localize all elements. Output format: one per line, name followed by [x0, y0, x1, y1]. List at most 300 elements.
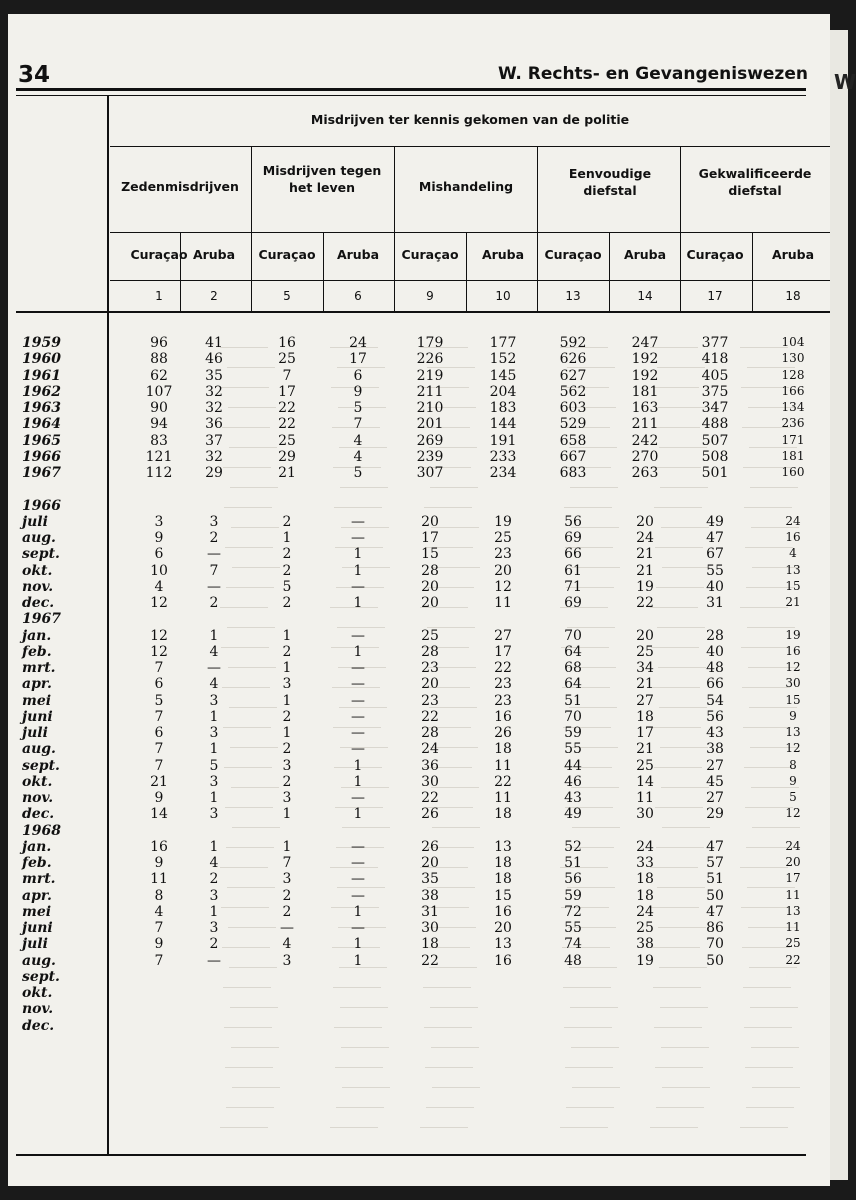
row-label: sept. — [22, 546, 60, 563]
table-cell: 19 — [785, 627, 801, 642]
table-cell: 7 — [154, 920, 164, 936]
bleed-through-mark — [743, 987, 791, 994]
table-cell: 29 — [706, 806, 724, 823]
subheader-2: Aruba — [192, 247, 236, 262]
table-cell: 1 — [353, 595, 363, 611]
table-cell: 56 — [564, 513, 582, 530]
table-cell: 24 — [785, 513, 801, 528]
table-cell: 1 — [282, 660, 292, 676]
table-cell: 35 — [421, 871, 439, 888]
table-cell: 4 — [209, 855, 219, 871]
table-cell: 17 — [494, 643, 512, 660]
table-cell: 1 — [209, 838, 219, 855]
row-label: nov. — [22, 578, 54, 595]
table-cell: 201 — [416, 416, 444, 433]
table-cell: 7 — [154, 660, 164, 676]
table-cell: 23 — [494, 676, 512, 693]
table-cell: 57 — [706, 855, 724, 871]
bleed-through-mark — [425, 1067, 473, 1074]
bleed-through-mark — [340, 1007, 388, 1014]
title-rule — [110, 146, 830, 147]
table-cell: 90 — [150, 400, 168, 416]
table-cell: 30 — [421, 920, 439, 936]
table-cell: 29 — [205, 465, 223, 481]
table-cell: 6 — [154, 725, 164, 741]
subheader-7: Curaçao — [544, 247, 602, 262]
table-cell: 30 — [421, 773, 439, 790]
table-cell: 263 — [631, 465, 659, 481]
table-cell: 9 — [789, 708, 797, 723]
table-cell: 15 — [785, 692, 801, 707]
table-cell: 2 — [282, 903, 292, 920]
page-number: 34 — [18, 62, 51, 88]
row-label: sept. — [22, 968, 60, 985]
table-cell: 192 — [631, 367, 659, 384]
bleed-through-mark — [333, 987, 381, 994]
row-label: 1965 — [22, 432, 61, 449]
table-cell: 1 — [353, 903, 363, 920]
table-cell: 48 — [564, 952, 582, 969]
table-cell: 13 — [785, 725, 801, 739]
table-cell: 23 — [494, 692, 512, 709]
row-label: aug. — [22, 741, 56, 758]
table-cell: — — [351, 855, 365, 871]
table-cell: 501 — [701, 465, 729, 481]
table-cell: 3 — [209, 773, 219, 790]
sub-rule — [110, 280, 830, 281]
table-cell: 62 — [150, 367, 168, 384]
table-cell: 32 — [205, 400, 223, 416]
group-rule — [110, 232, 830, 233]
header-bottom-rule — [16, 311, 830, 313]
bleed-through-mark — [426, 1107, 474, 1114]
table-cell: 181 — [781, 448, 805, 463]
row-label: apr. — [22, 676, 52, 693]
table-cell: 66 — [564, 546, 582, 563]
row-label: feb. — [22, 855, 52, 871]
table-cell: 1 — [353, 562, 363, 579]
table-cell: 7 — [154, 757, 164, 774]
bleed-through-mark — [752, 827, 800, 834]
bleed-through-mark — [752, 1087, 800, 1094]
table-cell: 160 — [781, 465, 805, 479]
table-cell: 130 — [781, 351, 805, 366]
table-cell: 4 — [353, 448, 363, 465]
table-cell: 35 — [205, 367, 223, 384]
table-cell: 592 — [559, 335, 587, 351]
table-cell: 9 — [154, 790, 164, 806]
table-cell: 4 — [789, 546, 797, 561]
table-cell: — — [351, 676, 365, 693]
table-cell: 5 — [353, 400, 363, 416]
table-cell: 1 — [282, 725, 292, 741]
bleed-through-mark — [430, 487, 478, 494]
table-cell: 74 — [564, 936, 582, 953]
row-label: okt. — [22, 985, 53, 1001]
table-cell: 192 — [631, 351, 659, 368]
bleed-through-mark — [570, 1007, 618, 1014]
table-cell: 13 — [494, 838, 512, 855]
table-cell: 25 — [494, 530, 512, 546]
table-cell: 6 — [154, 676, 164, 693]
table-cell: 69 — [564, 530, 582, 546]
table-cell: 43 — [706, 725, 724, 741]
table-cell: 88 — [150, 351, 168, 368]
table-cell: 4 — [209, 643, 219, 660]
row-label: mei — [22, 903, 52, 920]
table-cell: 2 — [282, 562, 292, 579]
table-cell: 104 — [781, 335, 805, 349]
bleed-through-mark — [654, 1027, 702, 1034]
row-label: nov. — [22, 790, 54, 806]
table-cell: 4 — [154, 903, 164, 920]
bleed-through-mark — [432, 1087, 480, 1094]
table-cell: 5 — [282, 578, 292, 595]
bleed-through-mark — [342, 1087, 390, 1094]
table-cell: 64 — [564, 676, 582, 693]
table-cell: 667 — [559, 448, 587, 465]
table-cell: 121 — [145, 448, 173, 465]
table-cell: 21 — [636, 562, 654, 579]
table-cell: 28 — [421, 725, 439, 741]
table-cell: 24 — [636, 903, 654, 920]
table-cell: 46 — [564, 773, 582, 790]
table-cell: 2 — [282, 595, 292, 611]
table-cell: 226 — [416, 351, 444, 368]
table-cell: 1 — [353, 757, 363, 774]
table-cell: 269 — [416, 432, 444, 449]
bleed-through-mark — [744, 1027, 792, 1034]
group-divider — [394, 146, 395, 311]
bleed-through-mark — [564, 1027, 612, 1034]
table-cell: 5 — [789, 790, 797, 804]
column-number-10: 18 — [785, 289, 801, 303]
table-cell: 70 — [706, 936, 724, 953]
bleed-through-mark — [662, 827, 710, 834]
running-head: W. Rechts- en Gevangeniswezen — [498, 64, 808, 84]
table-cell: 529 — [559, 416, 587, 433]
table-cell: 18 — [494, 855, 512, 871]
group-divider — [680, 146, 681, 311]
bleed-through-mark — [572, 827, 620, 834]
table-cell: — — [351, 692, 365, 709]
sub-divider — [466, 232, 467, 311]
table-cell: 9 — [154, 855, 164, 871]
table-cell: 45 — [706, 773, 724, 790]
table-cell: 4 — [209, 676, 219, 693]
table-cell: 1 — [282, 530, 292, 546]
table-cell: 26 — [421, 838, 439, 855]
table-cell: 83 — [150, 432, 168, 449]
table-cell: 627 — [559, 367, 587, 384]
table-cell: 51 — [706, 871, 724, 888]
row-label: 1967 — [22, 611, 61, 628]
table-cell: 11 — [494, 595, 512, 611]
column-number-6: 10 — [495, 289, 511, 303]
table-cell: 20 — [494, 562, 512, 579]
table-cell: 18 — [494, 871, 512, 888]
table-cell: 20 — [421, 513, 439, 530]
table-cell: 25 — [421, 627, 439, 644]
table-cell: 191 — [489, 432, 517, 449]
table-cell: 47 — [706, 903, 724, 920]
table-cell: 1 — [282, 806, 292, 823]
row-label: dec. — [22, 1017, 55, 1034]
table-cell: 1 — [353, 773, 363, 790]
table-cell: 21 — [636, 546, 654, 563]
table-cell: 36 — [421, 757, 439, 774]
table-cell: 9 — [154, 936, 164, 953]
row-label: 1961 — [22, 367, 61, 384]
table-cell: 30 — [785, 676, 801, 691]
bleed-through-mark — [749, 967, 797, 974]
bleed-through-mark — [231, 1047, 279, 1054]
table-cell: 22 — [494, 660, 512, 676]
table-cell: 14 — [636, 773, 654, 790]
table-cell: 27 — [706, 757, 724, 774]
table-cell: 27 — [494, 627, 512, 644]
table-cell: 2 — [282, 513, 292, 530]
table-cell: — — [351, 871, 365, 888]
row-label: mei — [22, 692, 52, 709]
table-cell: 20 — [421, 676, 439, 693]
table-cell: 2 — [209, 595, 219, 611]
bleed-through-mark — [740, 1127, 788, 1134]
table-cell: 144 — [489, 416, 517, 433]
bleed-through-mark — [230, 1007, 278, 1014]
table-cell: 59 — [564, 725, 582, 741]
row-label: 1964 — [22, 416, 61, 433]
table-cell: 17 — [421, 530, 439, 546]
group-header-leven: Misdrijven tegen het leven — [262, 163, 382, 195]
table-cell: 347 — [701, 400, 729, 416]
table-cell: 50 — [706, 952, 724, 969]
bleed-through-mark — [420, 1127, 468, 1134]
table-cell: 16 — [278, 335, 296, 351]
table-cell: 17 — [785, 871, 801, 886]
table-cell: 59 — [564, 887, 582, 904]
top-rule — [16, 88, 806, 91]
table-cell: 22 — [636, 595, 654, 611]
table-cell: 16 — [150, 838, 168, 855]
table-cell: 16 — [494, 952, 512, 969]
table-cell: 15 — [494, 887, 512, 904]
table-cell: 17 — [636, 725, 654, 741]
table-cell: 19 — [494, 513, 512, 530]
table-cell: 488 — [701, 416, 729, 433]
table-cell: 10 — [150, 562, 168, 579]
table-cell: 179 — [416, 335, 444, 351]
table-cell: 1 — [209, 708, 219, 725]
subheader-3: Curaçao — [258, 247, 316, 262]
top-rule-thin — [16, 95, 806, 96]
bleed-through-mark — [650, 1127, 698, 1134]
table-cell: 134 — [781, 400, 805, 414]
table-cell: 37 — [205, 432, 223, 449]
table-cell: — — [351, 725, 365, 741]
bleed-through-mark — [566, 1107, 614, 1114]
subheader-9: Curaçao — [686, 247, 744, 262]
group-header-eenvoudige: Eenvoudige diefstal — [568, 166, 652, 198]
bleed-through-mark — [655, 1067, 703, 1074]
row-label: juli — [22, 725, 48, 741]
bleed-through-mark — [570, 487, 618, 494]
table-cell: 25 — [278, 351, 296, 368]
table-cell: 15 — [421, 546, 439, 563]
bleed-through-mark — [750, 487, 798, 494]
table-cell: 562 — [559, 383, 587, 400]
bleed-through-mark — [341, 1047, 389, 1054]
table-cell: 26 — [421, 806, 439, 823]
bottom-rule — [16, 1154, 806, 1156]
table-cell: 18 — [421, 936, 439, 953]
bleed-through-mark — [226, 1107, 274, 1114]
stub-divider — [107, 96, 109, 1154]
table-cell: 11 — [494, 790, 512, 806]
table-cell: 18 — [494, 806, 512, 823]
table-cell: 17 — [278, 383, 296, 400]
table-cell: 51 — [564, 855, 582, 871]
table-cell: 6 — [353, 367, 363, 384]
table-cell: 25 — [636, 757, 654, 774]
table-cell: 52 — [564, 838, 582, 855]
table-cell: 72 — [564, 903, 582, 920]
table-cell: 210 — [416, 400, 444, 416]
table-cell: 145 — [489, 367, 517, 384]
row-label: feb. — [22, 643, 52, 660]
table-cell: 7 — [353, 416, 363, 433]
bleed-through-mark — [423, 987, 471, 994]
column-number-9: 17 — [707, 289, 723, 303]
table-cell: 23 — [494, 546, 512, 563]
table-cell: 22 — [421, 790, 439, 806]
table-cell: 377 — [701, 335, 729, 351]
bleed-through-mark — [660, 487, 708, 494]
table-cell: 25 — [636, 643, 654, 660]
table-cell: 20 — [421, 578, 439, 595]
table-cell: — — [351, 920, 365, 936]
table-cell: — — [351, 887, 365, 904]
table-cell: 61 — [564, 562, 582, 579]
table-cell: 28 — [706, 627, 724, 644]
table-cell: 626 — [559, 351, 587, 368]
table-cell: 163 — [631, 400, 659, 416]
table-cell: 247 — [631, 335, 659, 351]
table-cell: 5 — [209, 757, 219, 774]
table-cell: 21 — [636, 741, 654, 758]
bleed-through-mark — [661, 1047, 709, 1054]
table-cell: — — [351, 627, 365, 644]
table-cell: 36 — [205, 416, 223, 433]
table-cell: 38 — [636, 936, 654, 953]
table-cell: 2 — [209, 936, 219, 953]
table-cell: 70 — [564, 627, 582, 644]
table-cell: 8 — [789, 757, 797, 772]
column-number-1: 1 — [155, 289, 163, 303]
table-cell: 5 — [154, 692, 164, 709]
table-cell: 49 — [564, 806, 582, 823]
bleed-through-mark — [335, 1067, 383, 1074]
table-cell: 107 — [145, 383, 173, 400]
table-cell: 26 — [494, 725, 512, 741]
table-cell: 3 — [209, 692, 219, 709]
table-cell: 2 — [282, 773, 292, 790]
table-cell: 183 — [489, 400, 517, 416]
table-cell: 24 — [636, 838, 654, 855]
row-label: 1968 — [22, 822, 61, 839]
table-cell: 71 — [564, 578, 582, 595]
table-cell: 69 — [564, 595, 582, 611]
table-cell: 2 — [282, 741, 292, 758]
table-cell: 1 — [353, 546, 363, 563]
row-label: juni — [22, 920, 53, 936]
table-cell: 25 — [636, 920, 654, 936]
table-cell: 3 — [154, 513, 164, 530]
table-cell: 1 — [209, 741, 219, 758]
table-cell: 12 — [785, 741, 801, 756]
table-cell: 128 — [781, 367, 805, 382]
table-cell: 25 — [278, 432, 296, 449]
table-cell: 3 — [209, 920, 219, 936]
table-cell: 2 — [282, 708, 292, 725]
table-cell: 3 — [209, 887, 219, 904]
table-cell: 27 — [636, 692, 654, 709]
table-cell: 44 — [564, 757, 582, 774]
table-cell: 204 — [489, 383, 517, 400]
table-cell: 9 — [154, 530, 164, 546]
bleed-through-mark — [571, 1047, 619, 1054]
table-cell: 7 — [154, 741, 164, 758]
bleed-through-mark — [225, 1067, 273, 1074]
table-cell: 31 — [421, 903, 439, 920]
table-cell: 2 — [209, 871, 219, 888]
table-cell: 9 — [789, 773, 797, 788]
table-cell: 30 — [636, 806, 654, 823]
table-cell: 16 — [785, 643, 801, 658]
row-label: mrt. — [22, 871, 56, 888]
table-cell: 1 — [282, 627, 292, 644]
table-cell: 1 — [282, 692, 292, 709]
table-cell: 3 — [282, 952, 292, 969]
table-cell: 49 — [706, 513, 724, 530]
table-cell: 12 — [494, 578, 512, 595]
bleed-through-mark — [223, 987, 271, 994]
table-cell: 12 — [785, 660, 801, 674]
table-cell: 1 — [353, 952, 363, 969]
subheader-1: Curaçao — [130, 247, 188, 262]
table-cell: 683 — [559, 465, 587, 481]
row-label: sept. — [22, 757, 60, 774]
table-cell: 1 — [209, 627, 219, 644]
table-cell: 46 — [205, 351, 223, 368]
table-cell: 2 — [282, 887, 292, 904]
table-cell: 19 — [636, 578, 654, 595]
bleed-through-mark — [330, 1127, 378, 1134]
table-cell: 38 — [421, 887, 439, 904]
row-label: 1959 — [22, 335, 61, 351]
bleed-through-mark — [224, 1027, 272, 1034]
table-cell: 24 — [349, 335, 367, 351]
table-cell: 8 — [154, 887, 164, 904]
table-cell: 11 — [636, 790, 654, 806]
table-cell: 3 — [209, 725, 219, 741]
table-cell: 20 — [421, 855, 439, 871]
table-cell: 1 — [353, 643, 363, 660]
table-cell: 507 — [701, 432, 729, 449]
table-cell: 28 — [421, 643, 439, 660]
table-cell: 1 — [282, 838, 292, 855]
table-cell: 7 — [209, 562, 219, 579]
